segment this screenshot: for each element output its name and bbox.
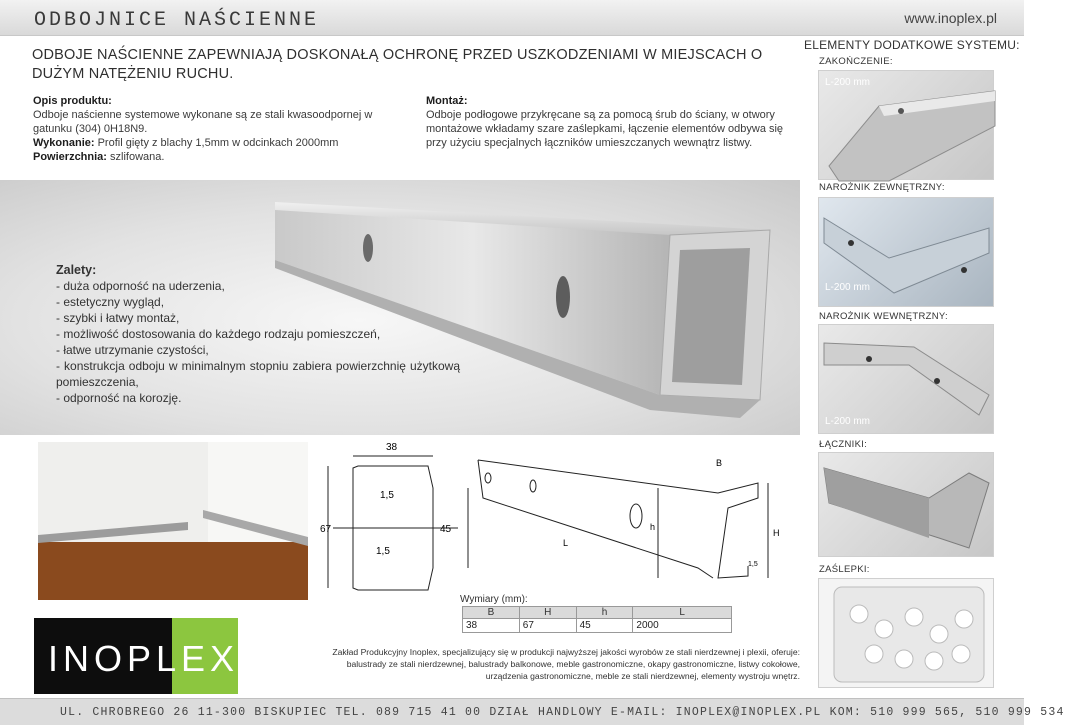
thumb-zakonczenie	[818, 70, 994, 180]
sidebar-label-laczniki: ŁĄCZNIKI:	[819, 439, 868, 450]
list-item: - estetyczny wygląd,	[56, 295, 165, 309]
sidebar-title: ELEMENTY DODATKOWE SYSTEMU:	[804, 38, 1020, 52]
mounting-description	[426, 94, 788, 150]
connector-image	[819, 453, 995, 558]
montaz-heading: Montaż:	[426, 95, 468, 107]
sidebar-label-zaslepki: ZAŚLEPKI:	[819, 564, 870, 575]
val-h: 45	[576, 619, 633, 633]
company-line: Zakład Produkcyjny Inoplex, specjalizujący się w produkcji najwyższej jakości wyrobów ze stali nierdzewnej i plexii, oferuje:	[332, 647, 800, 657]
company-info	[290, 646, 800, 682]
label-B: B	[716, 458, 723, 468]
wykonanie-label: Wykonanie:	[33, 137, 95, 149]
website-url: www.inoplex.pl	[904, 10, 997, 26]
table-row	[463, 619, 732, 633]
dim-thickness-top: 1,5	[380, 490, 394, 501]
label-h: h	[650, 522, 656, 532]
montaz-text: Odboje podłogowe przykręcane są za pomocą śrub do ściany, w otwory montażowe wkładamy szare zaślepkami, łączenie elementów odbywa się przy użyciu specjalnych łączników umieszczanych wewnątrz listwy.	[426, 109, 784, 149]
logo-text-plex: PLEX	[127, 638, 240, 679]
headline: ODBOJE NAŚCIENNE ZAPEWNIAJĄ DOSKONAŁĄ OCHRONĘ PRZED USZKODZENIAMI W MIEJSCACH O DUŻYM NATĘŻENIU RUCHU.	[32, 47, 763, 82]
advantages-list	[56, 262, 460, 406]
thumb-naroznik-zewn	[818, 197, 994, 307]
val-H: 67	[519, 619, 576, 633]
thumb-zaslepki	[818, 578, 994, 688]
opis-text: Odboje naścienne systemowe wykonane są ze stali kwasoodpornej w gatunku (304) 0H18N9.	[33, 109, 373, 135]
powierzchnia-label: Powierzchnia:	[33, 151, 107, 163]
page-title: ODBOJNICE NAŚCIENNE	[34, 9, 320, 32]
advantages-heading: Zalety:	[56, 263, 97, 277]
val-B: 38	[463, 619, 520, 633]
company-line: balustrady ze stali nierdzewnej, balustrady balkonowe, meble gastronomiczne, okapy gastronomiczne, listwy cokołowe,	[346, 659, 800, 669]
dim-width: 38	[386, 442, 398, 453]
wykonanie-text: Profil gięty z blachy 1,5mm w odcinkach 2000mm	[97, 137, 339, 149]
dim-thickness-bottom: 1,5	[376, 546, 390, 557]
length-label: L-200 mm	[825, 77, 871, 88]
val-L: 2000	[633, 619, 732, 633]
footer-contact: UL. CHROBREGO 26 11-300 BISKUPIEC TEL. 089 715 41 00 DZIAŁ HANDLOWY E-MAIL: INOPLEX@INOPLEX.PL KOM: 510 999 565, 510 999 534	[60, 706, 1065, 719]
list-item: - odporność na korozję.	[56, 391, 182, 405]
list-item: - szybki i łatwy montaż,	[56, 311, 180, 325]
list-item: - możliwość dostosowania do każdego rodzaju pomieszczeń,	[56, 327, 381, 341]
thumb-laczniki	[818, 452, 994, 557]
list-item: - łatwe utrzymanie czystości,	[56, 343, 209, 357]
label-L: L	[563, 538, 569, 548]
top-bar	[0, 0, 1024, 36]
caps-bag-image	[819, 579, 995, 689]
table-header-row	[463, 607, 732, 619]
label-thickness: 1,5	[748, 561, 758, 568]
product-description	[33, 94, 403, 164]
opis-heading: Opis produktu:	[33, 95, 112, 107]
dimensions-table	[462, 606, 732, 633]
length-label: L-200 mm	[825, 282, 871, 293]
room-illustration	[38, 442, 308, 600]
technical-drawing	[318, 438, 778, 588]
logo-text-ino: INO	[48, 638, 128, 679]
label-H: H	[773, 528, 780, 538]
list-item: - konstrukcja odboju w minimalnym stopniu zabiera powierzchnię użytkową pomieszczenia,	[56, 359, 460, 389]
company-line: urządzenia gastronomiczne, meble ze stali nierdzewnej, elementy wystroju wnętrz.	[485, 671, 800, 681]
sidebar-label-zakonczenie: ZAKOŃCZENIE:	[819, 56, 893, 67]
col-B: B	[463, 607, 520, 619]
col-H: H	[519, 607, 576, 619]
powierzchnia-text: szlifowana.	[110, 151, 165, 163]
footer	[0, 698, 1065, 725]
sidebar-label-narożnik-zewn: NAROŻNIK ZEWNĘTRZNY:	[819, 182, 945, 193]
inoplex-logo	[34, 618, 238, 694]
dim-height: 67	[320, 524, 332, 535]
dim-inner: 45	[440, 524, 452, 535]
room-photo	[38, 442, 308, 600]
length-label: L-200 mm	[825, 416, 871, 427]
col-L: L	[633, 607, 732, 619]
dimensions-title: Wymiary (mm):	[460, 594, 528, 605]
list-item: - duża odporność na uderzenia,	[56, 279, 225, 293]
col-h: h	[576, 607, 633, 619]
thumb-naroznik-wewn	[818, 324, 994, 434]
sidebar-label-naroznik-wewn: NAROŻNIK WEWNĘTRZNY:	[819, 311, 948, 322]
